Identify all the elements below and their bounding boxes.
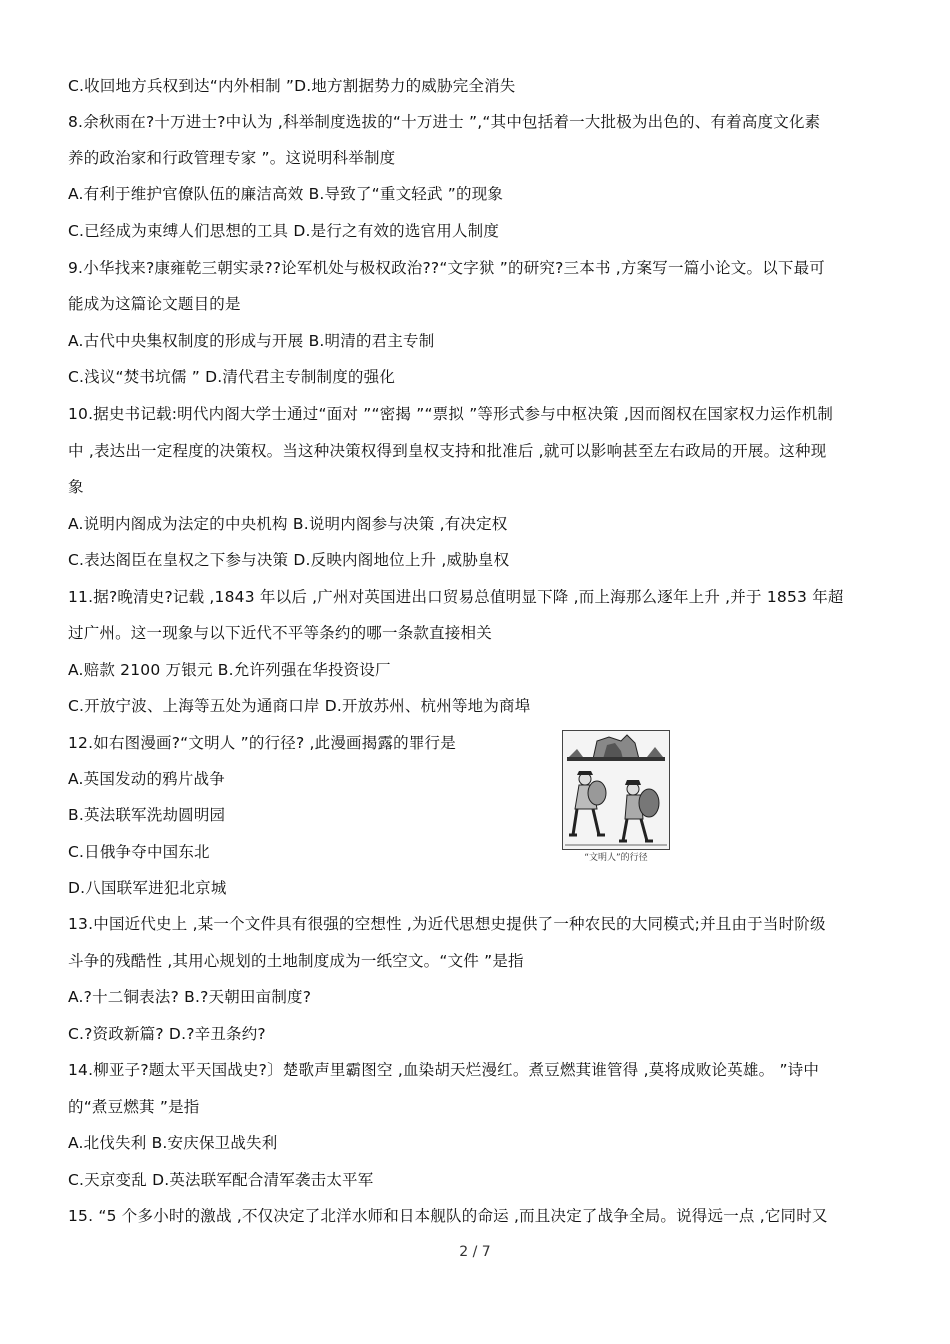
cartoon-drawing [563,731,669,849]
question-14-options-ab: A.北伐失利 B.安庆保卫战失利 [68,1134,278,1152]
question-12-stem: 12.如右图漫画?“文明人 ”的行径? ,此漫画揭露的罪行是 [68,734,456,752]
question-9-options-ab: A.古代中央集权制度的形成与开展 B.明清的君主专制 [68,332,435,350]
question-11-options-ab: A.赔款 2100 万银元 B.允许列强在华投资设厂 [68,661,391,679]
question-10-options-cd: C.表达阁臣在皇权之下参与决策 D.反映内阁地位上升 ,威胁皇权 [68,551,510,569]
question-14-stem: 14.柳亚子?题太平天国战史?〕楚歌声里霸图空 ,血染胡天烂漫红。煮豆燃萁谁管得 ,莫将成败论英雄。 ”诗中 [68,1061,820,1079]
question-11-stem: 11.据?晚清史?记载 ,1843 年以后 ,广州对英国进出口贸易总值明显下降 ,而上海那么逐年上升 ,并于 1853 年超 [68,588,844,606]
question-12-option-a: A.英国发动的鸦片战争 [68,770,225,788]
text-line: 斗争的残酷性 ,其用心规划的土地制度成为一纸空文。“文件 ”是指 [68,952,524,970]
question-12-option-c: C.日俄争夺中国东北 [68,843,210,861]
cartoon-figure [562,730,674,866]
question-10-options-ab: A.说明内阁成为法定的中央机构 B.说明内阁参与决策 ,有决定权 [68,515,508,533]
question-13-options-ab: A.?十二铜表法? B.?天朝田亩制度? [68,988,312,1006]
question-12-option-b: B.英法联军洗劫圆明园 [68,806,226,824]
text-line: 象 [68,478,84,496]
question-8-options-ab: A.有利于维护官僚队伍的廉洁高效 B.导致了“重文轻武 ”的现象 [68,185,504,203]
question-10-stem: 10.据史书记载:明代内阁大学士通过“面对 ”“密揭 ”“票拟 ”等形式参与中枢决策 ,因而阁权在国家权力运作机制 [68,405,834,423]
text-line: 中 ,表达出一定程度的决策权。当这种决策权得到皇权支持和批准后 ,就可以影响甚至左右政局的开展。这种现 [68,442,827,460]
text-line: 养的政治家和行政管理专家 ”。这说明科举制度 [68,149,396,167]
text-line: 能成为这篇论文题目的是 [68,295,241,313]
question-11-options-cd: C.开放宁波、上海等五处为通商口岸 D.开放苏州、杭州等地为商埠 [68,697,531,715]
question-13-options-cd: C.?资政新篇? D.?辛丑条约? [68,1025,266,1043]
question-8-options-cd: C.已经成为束缚人们思想的工具 D.是行之有效的选官用人制度 [68,222,500,240]
question-9-stem: 9.小华找来?康雍乾三朝实录??论军机处与极权政治??“文字狱 ”的研究?三本书 ,方案写一篇小论文。以下最可 [68,259,825,277]
text-line: 的“煮豆燃萁 ”是指 [68,1098,200,1116]
question-15-stem: 15. “5 个多小时的激战 ,不仅决定了北洋水师和日本舰队的命运 ,而且决定了战争全局。说得远一点 ,它同时又 [68,1207,828,1225]
question-14-options-cd: C.天京变乱 D.英法联军配合清军袭击太平军 [68,1171,374,1189]
question-12-option-d: D.八国联军进犯北京城 [68,879,227,897]
cartoon-caption: “文明人”的行径 [584,853,648,863]
question-9-options-cd: C.浅议“焚书坑儒 ” D.清代君主专制制度的强化 [68,368,396,386]
cartoon-image [562,730,670,850]
text-line: 过广州。这一现象与以下近代不平等条约的哪一条款直接相关 [68,624,492,642]
question-13-stem: 13.中国近代史上 ,某一个文件具有很强的空想性 ,为近代思想史提供了一种农民的大同模式;并且由于当时阶级 [68,915,826,933]
text-line: C.收回地方兵权到达“内外相制 ”D.地方割据势力的威胁完全消失 [68,77,516,95]
question-8-stem: 8.余秋雨在?十万进士?中认为 ,科举制度选拔的“十万进士 ”,“其中包括着一大批极为出色的、有着高度文化素 [68,113,821,131]
page-number: 2 / 7 [459,1244,491,1260]
